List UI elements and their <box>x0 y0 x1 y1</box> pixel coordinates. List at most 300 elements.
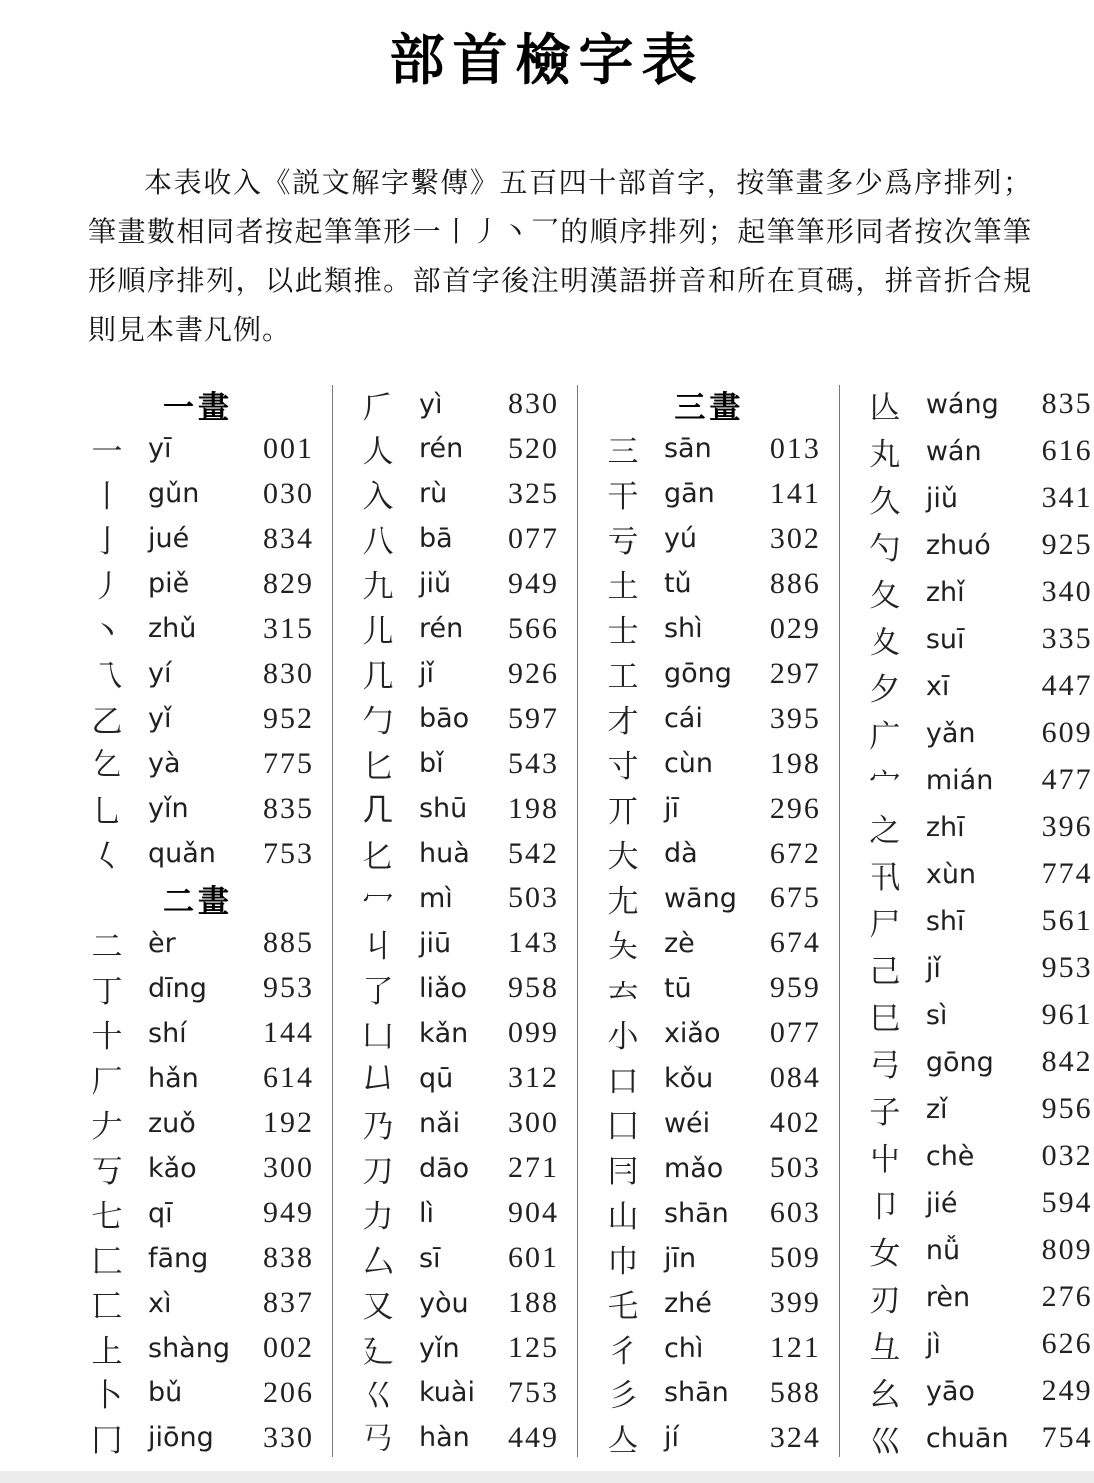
radical-char: 八 <box>362 524 394 560</box>
radical-page-number: 192 <box>262 1106 314 1140</box>
radical-char: 工 <box>607 659 639 695</box>
radical-row <box>580 1194 839 1232</box>
radical-row <box>64 1419 332 1457</box>
radical-page-number: 925 <box>1041 528 1093 561</box>
radical-char: 口 <box>607 1063 639 1099</box>
radical-char: 𠫓 <box>607 973 639 1009</box>
radical-char: 宀 <box>869 765 901 801</box>
radical-char: 力 <box>362 1198 394 1234</box>
radical-pinyin: gān <box>663 478 715 510</box>
radical-pinyin: yú <box>663 523 698 555</box>
radical-page-number: 315 <box>262 611 314 645</box>
radical-char: 夕 <box>869 671 901 707</box>
radical-page-number: 520 <box>507 431 559 465</box>
radical-page-number: 952 <box>262 701 314 735</box>
radical-char: 乃 <box>362 1108 394 1144</box>
radical-row <box>580 879 839 917</box>
radical-page-number: 885 <box>262 926 314 960</box>
radical-row <box>64 1059 332 1097</box>
radical-page-number: 503 <box>507 881 559 915</box>
radical-row <box>64 565 332 603</box>
radical-pinyin: jiōng <box>148 1422 214 1454</box>
radical-char: 子 <box>869 1094 901 1130</box>
radical-char: 丁 <box>91 973 123 1009</box>
radical-char: 囗 <box>607 1108 639 1144</box>
radical-row <box>335 1059 577 1097</box>
radical-char: 丶 <box>91 614 123 650</box>
radical-pinyin: jiū <box>418 927 452 959</box>
radical-row <box>842 1184 1094 1222</box>
radical-pinyin: rén <box>418 613 464 645</box>
radical-pinyin: huà <box>418 838 470 870</box>
radical-row <box>842 432 1094 470</box>
radical-char: 上 <box>91 1333 123 1369</box>
radical-pinyin: hǎn <box>148 1062 199 1094</box>
radical-pinyin: jī <box>663 793 679 825</box>
radical-pinyin: hàn <box>418 1422 470 1454</box>
radical-row <box>842 808 1094 846</box>
radical-page-number: 449 <box>507 1420 559 1454</box>
radical-row <box>842 667 1094 705</box>
radical-pinyin: xī <box>925 670 950 702</box>
radical-char: 夊 <box>869 624 901 660</box>
radical-pinyin: jié <box>925 1187 958 1219</box>
radical-char: 夂 <box>869 577 901 613</box>
radical-page-number: 566 <box>507 611 559 645</box>
radical-page-number: 340 <box>1041 575 1093 608</box>
radical-page-number: 626 <box>1041 1327 1093 1360</box>
radical-row <box>580 969 839 1007</box>
radical-pinyin: nǎi <box>418 1107 461 1139</box>
radical-row <box>64 924 332 962</box>
radical-page-number: 958 <box>507 971 559 1005</box>
radical-char: 匸 <box>91 1288 123 1324</box>
radical-page-number: 594 <box>1041 1186 1093 1219</box>
radical-pinyin: kǎo <box>148 1152 197 1184</box>
radical-page-number: 084 <box>769 1061 821 1095</box>
index-column-2 <box>333 385 578 1457</box>
radical-row <box>335 745 577 783</box>
radical-page-number: 013 <box>769 431 821 465</box>
radical-page-number: 542 <box>507 836 559 870</box>
index-column-4 <box>840 385 1094 1457</box>
radical-pinyin: xiǎo <box>663 1017 721 1049</box>
radical-pinyin: yòu <box>418 1287 469 1319</box>
radical-page-number: 838 <box>262 1241 314 1275</box>
radical-pinyin: yí <box>148 658 172 690</box>
radical-page-number: 002 <box>262 1331 314 1365</box>
radical-pinyin: wán <box>925 435 982 467</box>
radical-page-number: 949 <box>262 1196 314 1230</box>
radical-pinyin: jǐ <box>418 658 434 690</box>
radical-pinyin: dà <box>663 838 698 870</box>
radical-pinyin: chè <box>925 1140 975 1172</box>
radical-row <box>64 520 332 558</box>
stroke-section-header <box>64 879 332 917</box>
radical-pinyin: qī <box>148 1197 173 1229</box>
radical-row <box>580 1329 839 1367</box>
radical-row <box>580 1374 839 1412</box>
radical-pinyin: shàng <box>148 1332 230 1364</box>
radical-pinyin: wāng <box>663 882 737 914</box>
radical-pinyin: yǎn <box>925 717 976 749</box>
radical-pinyin: bǐ <box>418 748 444 780</box>
radical-row <box>64 745 332 783</box>
radical-row <box>64 1329 332 1367</box>
radical-page-number: 399 <box>769 1286 821 1320</box>
radical-page-number: 753 <box>507 1375 559 1409</box>
radical-char: 丂 <box>91 1153 123 1189</box>
radical-page-number: 276 <box>1041 1280 1093 1313</box>
radical-row <box>842 996 1094 1034</box>
radical-pinyin: jué <box>148 523 190 555</box>
radical-pinyin: wéi <box>663 1107 711 1139</box>
radical-char: 广 <box>869 718 901 754</box>
radical-row <box>335 835 577 873</box>
radical-row <box>842 573 1094 611</box>
radical-page-number: 395 <box>769 701 821 735</box>
radical-char: 彡 <box>607 1378 639 1414</box>
radical-page-number: 030 <box>262 476 314 510</box>
radical-row <box>335 475 577 513</box>
radical-page-number: 601 <box>507 1241 559 1275</box>
radical-char: 乙 <box>91 704 123 740</box>
radical-pinyin: shī <box>925 905 965 937</box>
radical-page-number: 754 <box>1041 1421 1093 1454</box>
radical-char: 一 <box>91 434 123 470</box>
radical-row <box>580 610 839 648</box>
radical-row <box>842 620 1094 658</box>
radical-page-number: 029 <box>769 611 821 645</box>
radical-char: 土 <box>607 569 639 605</box>
radical-pinyin: cái <box>663 703 703 735</box>
radical-page-number: 949 <box>507 566 559 600</box>
radical-page-number: 674 <box>769 926 821 960</box>
radical-row <box>335 924 577 962</box>
stroke-section-label: 二畫 <box>162 883 233 919</box>
radical-pinyin: dīng <box>148 972 207 1004</box>
radical-page-number: 830 <box>507 387 559 420</box>
radical-row <box>64 1104 332 1142</box>
radical-pinyin: jí <box>663 1422 679 1454</box>
radical-char: 刀 <box>362 1153 394 1189</box>
radical-row <box>335 430 577 468</box>
stroke-section-label: 一畫 <box>162 389 233 425</box>
radical-char: 三 <box>607 434 639 470</box>
radical-pinyin: jiǔ <box>418 568 452 600</box>
radical-row <box>335 1104 577 1142</box>
radical-pinyin: zuǒ <box>148 1107 196 1139</box>
radical-char: 小 <box>607 1018 639 1054</box>
radical-page-number: 032 <box>1041 1139 1093 1172</box>
radical-pinyin: suī <box>925 623 965 655</box>
radical-pinyin: kuài <box>418 1377 475 1409</box>
radical-page-number: 125 <box>507 1331 559 1365</box>
radical-row <box>580 1104 839 1142</box>
radical-char: 勺 <box>869 530 901 566</box>
radical-pinyin: zhī <box>925 811 965 843</box>
radical-page-number: 809 <box>1041 1233 1093 1266</box>
radical-char: 𠘧 <box>362 791 394 827</box>
radical-row <box>335 565 577 603</box>
radical-pinyin: èr <box>148 927 176 959</box>
index-column-3 <box>578 385 840 1457</box>
radical-pinyin: gōng <box>663 658 732 690</box>
stroke-section-header <box>64 385 332 423</box>
radical-pinyin: fāng <box>148 1242 209 1274</box>
radical-char: 巾 <box>607 1243 639 1279</box>
radical-page-number: 396 <box>1041 810 1093 843</box>
radical-page-number: 835 <box>262 791 314 825</box>
radical-row <box>580 1059 839 1097</box>
radical-char: 夨 <box>607 928 639 964</box>
radical-row <box>842 1231 1094 1269</box>
radical-pinyin: shì <box>663 613 703 645</box>
radical-row <box>335 520 577 558</box>
radical-char: 卩 <box>869 1188 901 1224</box>
radical-row <box>64 1014 332 1052</box>
radical-pinyin: lì <box>418 1197 434 1229</box>
radical-pinyin: piě <box>148 568 190 600</box>
radical-page-number: 335 <box>1041 622 1093 655</box>
radical-row <box>842 385 1094 423</box>
radical-char: 厶 <box>362 1243 394 1279</box>
radical-pinyin: qū <box>418 1062 454 1094</box>
radical-row <box>580 745 839 783</box>
radical-page-number: 603 <box>769 1196 821 1230</box>
radical-pinyin: mián <box>925 764 994 796</box>
radical-page-number: 953 <box>1041 951 1093 984</box>
radical-page-number: 753 <box>262 836 314 870</box>
radical-pinyin: shān <box>663 1197 729 1229</box>
radical-char: 冃 <box>607 1153 639 1189</box>
radical-page-number: 198 <box>507 791 559 825</box>
radical-row <box>64 700 332 738</box>
radical-row <box>64 969 332 1007</box>
radical-char: 丩 <box>362 928 394 964</box>
radical-char: 人 <box>362 434 394 470</box>
radical-pinyin: sī <box>418 1242 441 1274</box>
radical-char: 巳 <box>869 1000 901 1036</box>
radical-pinyin: zhǐ <box>925 576 965 608</box>
radical-page-number: 543 <box>507 746 559 780</box>
radical-row <box>335 1329 577 1367</box>
radical-char: 士 <box>607 614 639 650</box>
radical-char: 匕 <box>362 749 394 785</box>
radical-page-number: 121 <box>769 1331 821 1365</box>
radical-pinyin: yǐn <box>148 793 189 825</box>
radical-row <box>64 655 332 693</box>
radical-page-number: 341 <box>1041 481 1093 514</box>
radical-char: 丿 <box>91 569 123 605</box>
radical-pinyin: kǎn <box>418 1017 469 1049</box>
radical-char: 了 <box>362 973 394 1009</box>
radical-page-number: 330 <box>262 1420 314 1454</box>
radical-page-number: 609 <box>1041 716 1093 749</box>
radical-char: 乚 <box>91 794 123 830</box>
radical-pinyin: yǐ <box>148 703 172 735</box>
radical-page-number: 325 <box>507 476 559 510</box>
radical-char: 寸 <box>607 749 639 785</box>
radical-page-number: 829 <box>262 566 314 600</box>
radical-char: 几 <box>362 659 394 695</box>
radical-pinyin: jiǔ <box>925 482 958 514</box>
radical-page-number: 503 <box>769 1151 821 1185</box>
radical-row <box>64 835 332 873</box>
radical-page-number: 141 <box>769 476 821 510</box>
intro-paragraph: 本表收入《説文解字繫傳》五百四十部首字，按筆畫多少爲序排列；筆畫數相同者按起筆筆形一丨丿丶乛的順序排列；起筆筆形同者按次筆筆形順序排列，以此類推。部首字後注明漢語拼音和所在頁碼，拼音折合規則見本書凡例。 <box>88 168 1032 346</box>
page-title: 部首檢字表 <box>389 30 705 91</box>
radical-pinyin: rèn <box>925 1281 971 1313</box>
radical-char: 亅 <box>91 524 123 560</box>
radical-row <box>335 1239 577 1277</box>
radical-pinyin: kǒu <box>663 1062 714 1094</box>
radical-pinyin: jǐ <box>925 952 941 984</box>
radical-char: 幺 <box>869 1376 901 1412</box>
radical-page-number: 775 <box>262 746 314 780</box>
radical-page-number: 672 <box>769 836 821 870</box>
radical-page-number: 402 <box>769 1106 821 1140</box>
radical-pinyin: wáng <box>925 388 999 420</box>
radical-page-number: 830 <box>262 656 314 690</box>
radical-row <box>842 1043 1094 1081</box>
radical-char: 才 <box>607 704 639 740</box>
radical-page-number: 077 <box>507 521 559 555</box>
radical-row <box>64 1374 332 1412</box>
radical-char: 丌 <box>607 794 639 830</box>
radical-char: 丨 <box>91 479 123 515</box>
radical-page-number: 249 <box>1041 1374 1093 1407</box>
radical-char: 𢎘 <box>362 1420 394 1456</box>
radical-page-number: 206 <box>262 1375 314 1409</box>
radical-char: 𠂆 <box>362 389 394 425</box>
radical-char: 九 <box>362 569 394 605</box>
radical-page-number: 099 <box>507 1016 559 1050</box>
radical-pinyin: chuān <box>925 1422 1009 1454</box>
radical-char: 亏 <box>607 524 639 560</box>
radical-row <box>335 1194 577 1232</box>
radical-page-number: 509 <box>769 1241 821 1275</box>
radical-page-number: 835 <box>1041 387 1093 420</box>
radical-page-number: 837 <box>262 1286 314 1320</box>
radical-char: 勹 <box>362 704 394 740</box>
radical-char: 二 <box>91 928 123 964</box>
radical-page-number: 447 <box>1041 669 1093 702</box>
radical-char: 厂 <box>91 1063 123 1099</box>
radical-page-number: 561 <box>1041 904 1093 937</box>
radical-page-number: 144 <box>262 1016 314 1050</box>
radical-pinyin: mì <box>418 882 453 914</box>
radical-row <box>580 924 839 962</box>
radical-row <box>580 790 839 828</box>
radical-pinyin: chì <box>663 1332 704 1364</box>
radical-row <box>842 1325 1094 1363</box>
radical-page-number: 143 <box>507 926 559 960</box>
radical-pinyin: bā <box>418 523 453 555</box>
radical-char: 亾 <box>869 389 901 425</box>
radical-row <box>335 1419 577 1457</box>
radical-page-number: 588 <box>769 1375 821 1409</box>
radical-row <box>335 610 577 648</box>
radical-page-number: 300 <box>262 1151 314 1185</box>
radical-pinyin: quǎn <box>148 838 216 870</box>
radical-pinyin: yī <box>148 433 172 465</box>
radical-pinyin: shū <box>418 793 468 825</box>
radical-char: 𠙴 <box>362 1060 394 1096</box>
radical-char: 干 <box>607 479 639 515</box>
radical-row <box>580 835 839 873</box>
radical-pinyin: jīn <box>663 1242 697 1274</box>
radical-char: 女 <box>869 1235 901 1271</box>
radical-char: 乇 <box>607 1288 639 1324</box>
radical-pinyin: gōng <box>925 1046 994 1078</box>
radical-char: 丸 <box>869 436 901 472</box>
radical-char: 尸 <box>869 906 901 942</box>
radical-pinyin: rén <box>418 433 464 465</box>
radical-page-number: 477 <box>1041 763 1093 796</box>
stroke-section-label: 三畫 <box>674 389 745 425</box>
radical-char: 刃 <box>869 1282 901 1318</box>
radical-page-number: 774 <box>1041 857 1093 890</box>
index-column-1 <box>62 385 333 1457</box>
radical-pinyin: cùn <box>663 748 714 780</box>
radical-row <box>64 1149 332 1187</box>
radical-pinyin: yǐn <box>418 1332 460 1364</box>
radical-page-number: 926 <box>507 656 559 690</box>
radical-pinyin: tū <box>663 972 692 1004</box>
radical-page-number: 675 <box>769 881 821 915</box>
stroke-section-header <box>580 385 839 423</box>
radical-pinyin: rù <box>418 478 448 510</box>
radical-row <box>842 1419 1094 1457</box>
radical-pinyin: yà <box>148 748 181 780</box>
radical-pinyin: zhǔ <box>148 613 197 645</box>
radical-pinyin: zhuó <box>925 529 991 561</box>
radical-char: 𡿨 <box>91 839 123 875</box>
radical-pinyin: sì <box>925 999 948 1031</box>
radical-char: 卂 <box>869 859 901 895</box>
radical-row <box>335 1149 577 1187</box>
radical-row <box>64 475 332 513</box>
radical-char: 屮 <box>869 1141 901 1177</box>
radical-page-number: 300 <box>507 1106 559 1140</box>
radical-page-number: 616 <box>1041 434 1093 467</box>
radical-char: 彑 <box>869 1329 901 1365</box>
radical-char: 卜 <box>91 1378 123 1414</box>
radical-pinyin: gǔn <box>148 478 200 510</box>
radical-pinyin: zǐ <box>925 1093 948 1125</box>
radical-row <box>580 565 839 603</box>
radical-char: 又 <box>362 1288 394 1324</box>
radical-row <box>842 1372 1094 1410</box>
radical-row <box>335 790 577 828</box>
radical-page-number: 904 <box>507 1196 559 1230</box>
radical-page-number: 842 <box>1041 1045 1093 1078</box>
radical-row <box>64 430 332 468</box>
radical-char: 己 <box>869 953 901 989</box>
radical-row <box>335 879 577 917</box>
radical-row <box>580 1284 839 1322</box>
radical-pinyin: xùn <box>925 858 977 890</box>
radical-char: 乁 <box>91 659 123 695</box>
radical-char: 凵 <box>362 1018 394 1054</box>
radical-row <box>842 1278 1094 1316</box>
radical-char: 𠂇 <box>91 1108 123 1144</box>
radical-char: 久 <box>869 483 901 519</box>
radical-row <box>580 475 839 513</box>
radical-char: 廴 <box>362 1333 394 1369</box>
radical-row <box>580 520 839 558</box>
